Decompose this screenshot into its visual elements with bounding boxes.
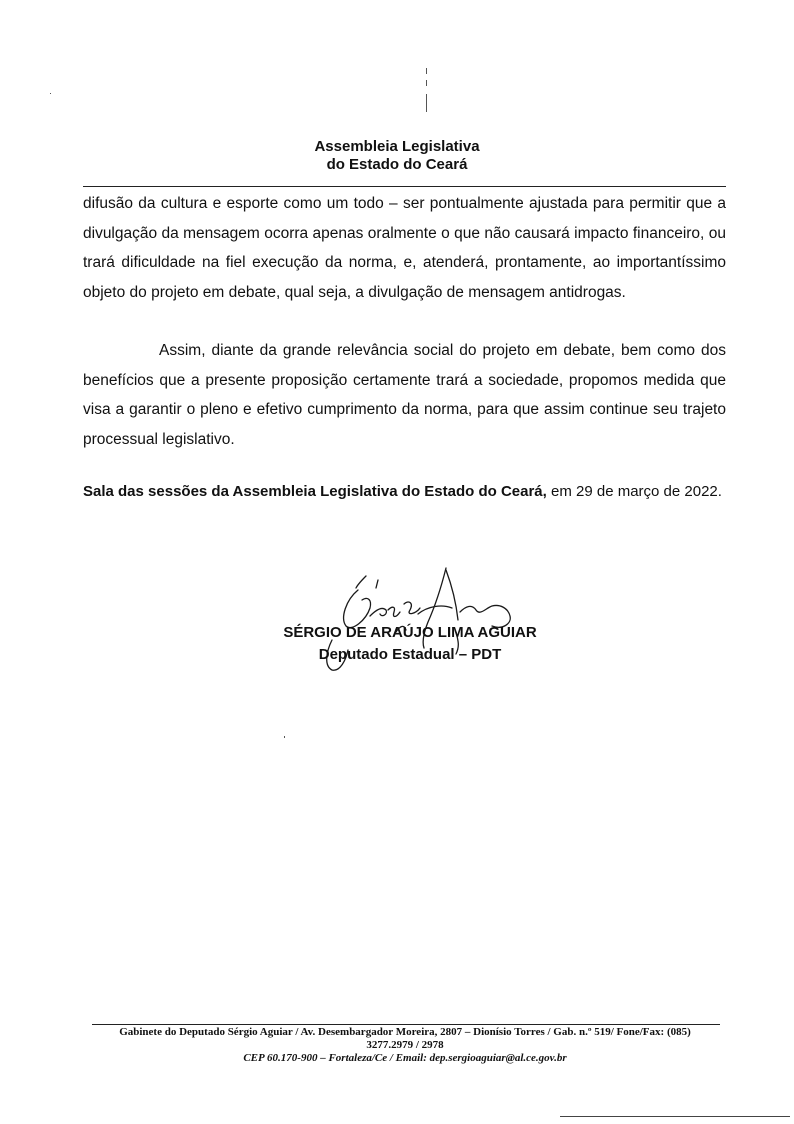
signatory-block <box>250 622 570 666</box>
footer-contact: CEP 60.170-900 – Fortaleza/Ce / Email: dep.sergioaguiar@al.ce.gov.br <box>243 1052 567 1064</box>
header-state: do Estado do Ceará <box>326 156 468 173</box>
scan-mark <box>50 93 51 94</box>
footer-address: Gabinete do Deputado Sérgio Aguiar / Av. Desembargador Moreira, 2807 – Dionísio Torres / Gab. n.º 519/ Fone/Fax: (085) <box>119 1026 691 1038</box>
signatory-title: Deputado Estadual – PDT <box>318 646 502 663</box>
footer-phones: 3277.2979 / 2978 <box>366 1039 444 1051</box>
header-divider <box>83 186 726 187</box>
document-footer <box>80 1026 730 1065</box>
closing-statement <box>83 480 743 504</box>
scan-mark <box>426 80 427 86</box>
body-paragraph-1: difusão da cultura e esporte como um todo – ser pontualmente ajustada para permitir que a divulgação da mensagem ocorra apenas oralmente o que não causará impacto financeiro, ou trará dificuldade na fiel execução da norma, e, atenderá, prontamente, ao importantíssimo objeto do projeto em debate, qual seja, a divulgação de mensagem antidrogas. <box>83 195 726 301</box>
bottom-edge-line <box>560 1116 790 1117</box>
scan-mark <box>426 94 427 112</box>
scan-mark <box>284 736 285 738</box>
closing-date: em 29 de março de 2022. <box>546 483 722 500</box>
scan-mark <box>426 68 427 74</box>
footer-divider <box>92 1024 720 1025</box>
document-header <box>0 138 794 174</box>
closing-location: Sala das sessões da Assembleia Legislativa do Estado do Ceará, <box>83 483 547 500</box>
signatory-name: SÉRGIO DE ARAÚJO LIMA AGUIAR <box>283 624 537 641</box>
body-paragraph-2: Assim, diante da grande relevância social do projeto em debate, bem como dos benefícios que a presente proposição certamente trará a sociedade, propomos medida que visa a garantir o pleno e efetivo cumprimento da norma, para que assim continue seu trajeto processual legislativo. <box>83 342 726 448</box>
header-institution: Assembleia Legislativa <box>314 138 480 155</box>
